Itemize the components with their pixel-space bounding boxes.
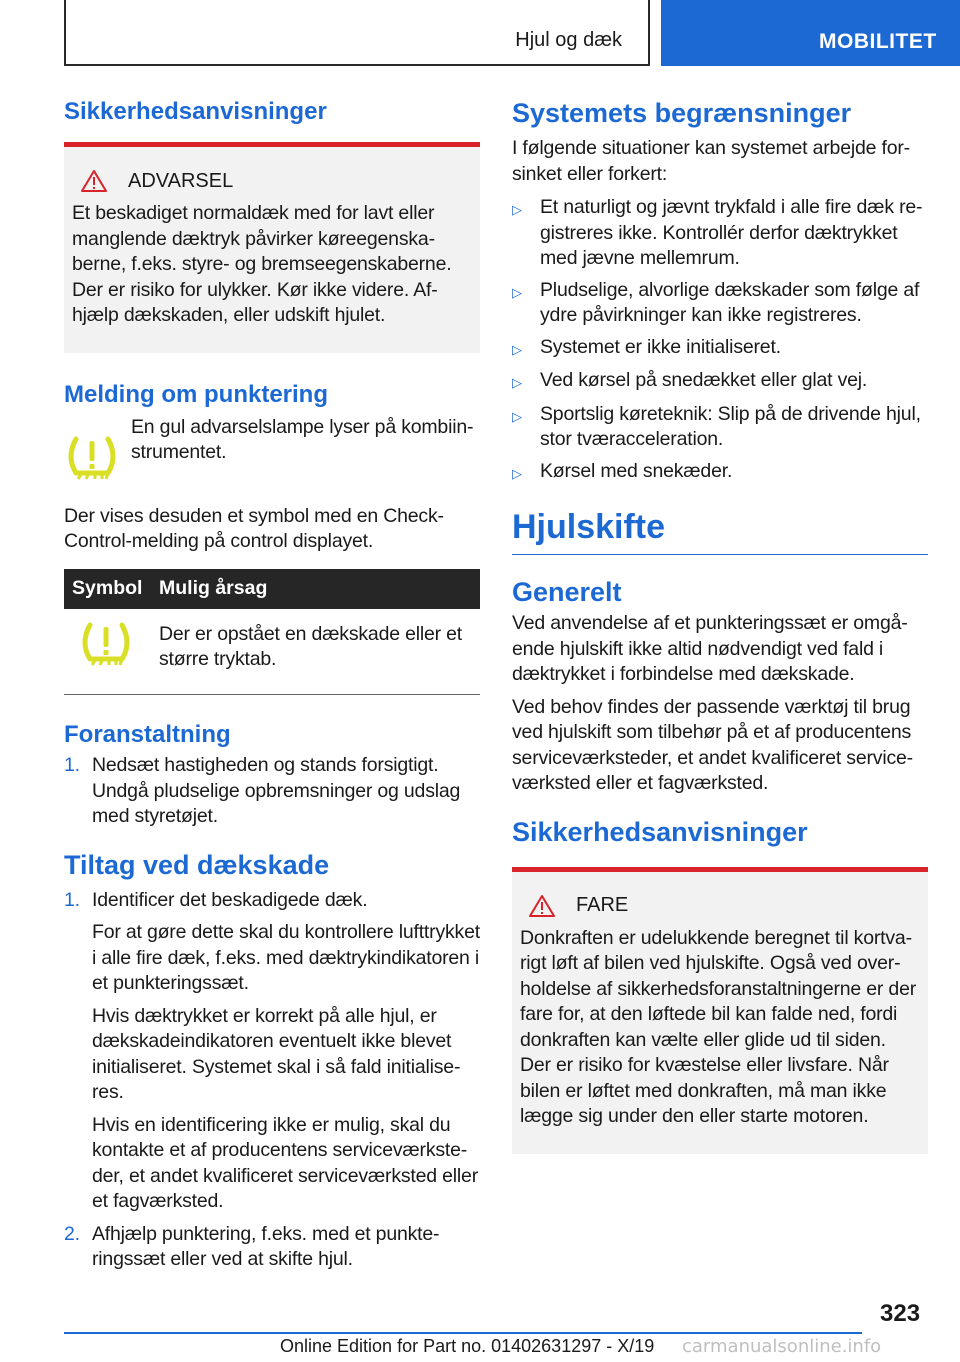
list-text: Pludselige, alvorlige dækskader som følge af ydre påvirkninger kan ikke registreres.	[540, 278, 920, 326]
col-cause: Mulig årsag	[151, 569, 480, 609]
warning-header	[80, 169, 472, 193]
heading-message: Melding om punktering	[64, 380, 328, 408]
tire-pressure-warning-icon	[78, 619, 134, 669]
list-text: Nedsæt hastigheden og stands forsigtigt. Undgå pludselige opbremsninger og udslag med styretøjet.	[92, 754, 461, 827]
bullet-icon: ▷	[512, 202, 522, 217]
footer-watermark: carmanualsonline.info	[682, 1336, 882, 1357]
section-header-box	[64, 0, 650, 66]
general-text-1: Ved anvendelse af et punkteringssæt er omgående hjulskift ikke altid nødvendigt ved fald i dæktrykket i forbindelse med dækskade.	[512, 612, 908, 685]
heading-general: Generelt	[512, 577, 622, 607]
bullet-icon: ▷	[512, 375, 522, 390]
limits-list	[512, 195, 928, 486]
danger-text: Donkraften er udelukkende beregnet til kortvarigt løft af bilen ved hjulskifte. Også ved overholdelse af sikkerhedsforanstaltningerne er der fare for, at den løftede bil kan falde ned, fordi donkraften kan vælte eller glide ud til siden. Der er risiko for kvæstelse eller livsfare. Når bilen er løftet med donkraften, må man ikke lægge sig under den eller starte motoren.	[520, 926, 917, 1127]
page-header	[0, 0, 960, 66]
list-item	[512, 335, 928, 363]
list-number: 1.	[64, 888, 80, 911]
right-column	[512, 98, 928, 1154]
warning-text: Et beskadiget normaldæk med for lavt eller manglende dæktryk påvirker køreegenskaberne, f.eks. styre- og bremseegenskaberne. Der er risiko for ulykker. Kør ikke videre. Afhjælp dækskaden, eller udskift hjulet.	[72, 202, 452, 326]
list-number: 1.	[64, 754, 80, 776]
list-item	[64, 888, 480, 1215]
list-text: Kørsel med snekæder.	[540, 459, 733, 482]
danger-box	[512, 867, 928, 1154]
list-number: 2.	[64, 1222, 80, 1245]
list-text: For at gøre dette skal du kontrollere lufttrykket i alle fire dæk, f.eks. med dæktrykindikatoren i et punkteringssæt.	[92, 921, 480, 994]
cause-cell: Der er opstået en dækskade eller et større tryktab.	[151, 609, 480, 695]
general-text-2: Ved behov findes der passende værktøj til brug ved hjulskift som tilbehør på et af producentens serviceværksteder, et andet kvalificeret serviceværksted eller et fagværksted.	[512, 695, 914, 794]
footer-rule	[64, 1332, 862, 1334]
warning-title: ADVARSEL	[128, 169, 234, 192]
damage-list	[64, 888, 480, 1273]
page-number: 323	[880, 1300, 921, 1327]
table-row	[64, 609, 480, 695]
heading-safety-right: Sikkerhedsanvisninger	[512, 816, 808, 847]
bullet-icon: ▷	[512, 465, 522, 481]
tire-pressure-warning-icon	[64, 433, 120, 483]
list-item	[512, 195, 928, 272]
heading-rule	[512, 554, 928, 555]
heading-safety: Sikkerhedsanvisninger	[64, 98, 327, 125]
symbol-cell	[64, 609, 151, 695]
heading-measures: Foranstaltning	[64, 721, 231, 748]
symbol-table	[64, 569, 480, 696]
warning-box	[64, 142, 480, 353]
symbol-table-header	[64, 569, 480, 609]
list-item	[512, 459, 928, 487]
list-text: Sportslig køreteknik: Slip på de drivende hjul, stor tværacceleration.	[540, 402, 921, 450]
col-symbol: Symbol	[64, 569, 151, 609]
bullet-icon: ▷	[512, 341, 522, 357]
list-text: Identificer det beskadigede dæk.	[92, 888, 368, 911]
bullet-icon: ▷	[512, 408, 522, 424]
measures-list	[64, 753, 480, 830]
message-cc-text: Der vises desuden et symbol med en Check-Control-melding på control displayet.	[64, 504, 444, 552]
section-title: Hjul og dæk	[515, 29, 622, 51]
limits-intro: I følgende situationer kan systemet arbejde forsinket eller forkert:	[512, 137, 911, 185]
warning-triangle-icon	[528, 894, 556, 918]
left-column	[64, 98, 480, 1273]
bullet-icon: ▷	[512, 284, 522, 300]
chapter-tab-label: MOBILITET	[819, 30, 937, 53]
message-lamp-row	[64, 415, 480, 488]
danger-title: FARE	[576, 894, 629, 916]
danger-header	[528, 894, 920, 918]
list-content	[92, 1222, 480, 1273]
heading-wheelchange: Hjulskifte	[512, 508, 666, 546]
list-content	[92, 888, 480, 1215]
list-item	[64, 1222, 480, 1273]
list-text: Hvis en identificering ikke er mulig, skal du kontakte et af producentens serviceværksteder, et andet kvalificeret serviceværksted eller et fagværksted.	[92, 1113, 478, 1212]
chapter-tab	[661, 0, 960, 66]
warning-triangle-icon	[80, 169, 108, 193]
list-item	[512, 368, 928, 396]
message-lamp-text: En gul advarselslampe lyser på kombiinstrumentet.	[131, 415, 474, 463]
heading-limits: Systemets begrænsninger	[512, 98, 852, 128]
list-text: Afhjælp punktering, f.eks. med et punkteringssæt eller ved at skifte hjul.	[92, 1222, 440, 1270]
message-icon-holder	[64, 415, 131, 488]
list-text: Hvis dæktrykket er korrekt på alle hjul, er dækskadeindikatoren eventuelt ikke blevet initialiseret. Systemet skal i så fald initialiseres.	[92, 1004, 461, 1103]
list-text: Et naturligt og jævnt trykfald i alle fire dæk registreres ikke. Kontrollér derfor dæktrykket med jævne mellemrum.	[540, 196, 923, 269]
list-text: Ved kørsel på snedækket eller glat vej.	[540, 369, 868, 391]
list-text: Systemet er ikke initialiseret.	[540, 335, 781, 358]
footer-edition: Online Edition for Part no. 01402631297 - X/19	[280, 1336, 655, 1356]
heading-damage: Tiltag ved dækskade	[64, 849, 330, 880]
list-item	[512, 278, 928, 329]
list-item	[64, 753, 480, 830]
list-item	[512, 402, 928, 453]
